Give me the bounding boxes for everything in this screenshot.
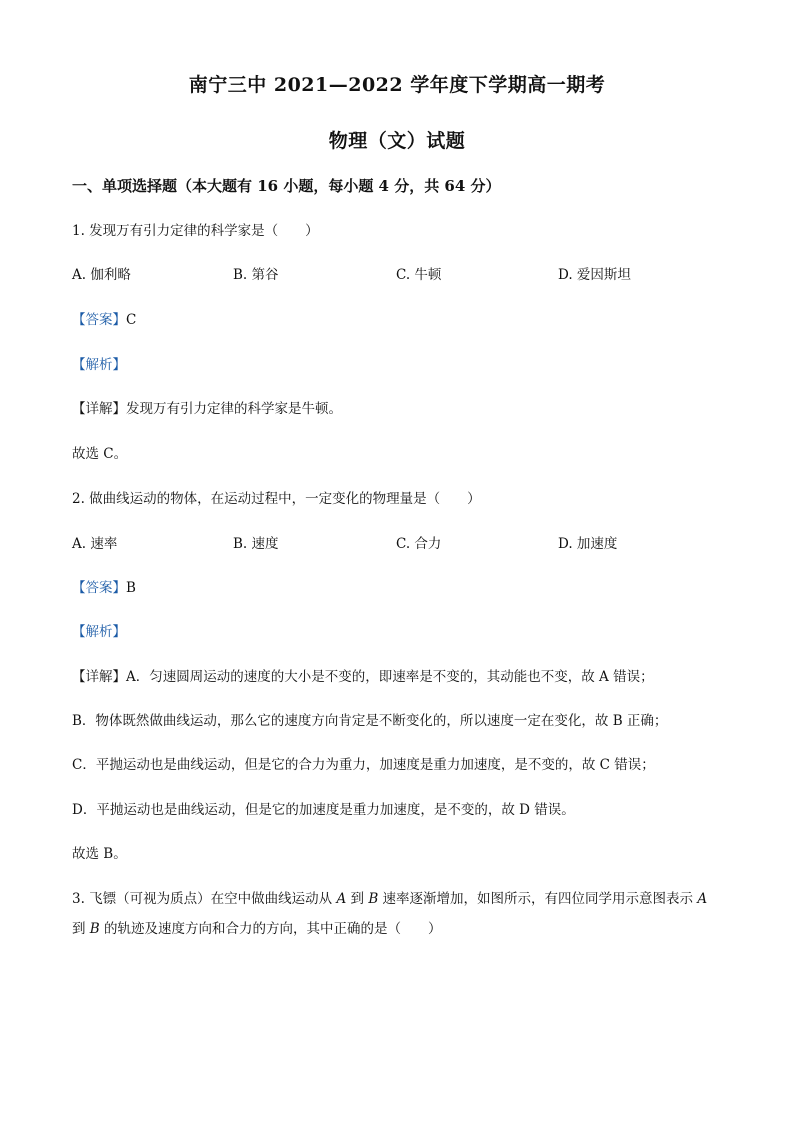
q2-detail	[72, 668, 654, 686]
q1-detail	[72, 400, 342, 418]
answer-value: C	[126, 312, 137, 328]
q1-option-a: A. 伽利略	[72, 267, 131, 283]
q3-stem-line1: 3. 飞镖（可视为质点）在空中做曲线运动从 A 到 B 速率逐渐增加，如图所示，有四位同学用示意图表示 A	[72, 891, 708, 907]
variable-a: A	[336, 891, 347, 907]
q1-option-d: D. 爱因斯坦	[558, 267, 631, 283]
answer-tag: 【答案】	[72, 312, 126, 328]
variable-b: B	[89, 921, 100, 937]
detail-text: 发现万有引力定律的科学家是牛顿。	[126, 401, 342, 417]
q2-option-c: C. 合力	[396, 536, 442, 552]
q1-answer	[72, 311, 136, 329]
exam-title: 南宁三中 2021—2022 学年度下学期高一期考	[188, 74, 606, 96]
q1-option-c: C. 牛顿	[396, 267, 442, 283]
q2-conclusion: 故选 B。	[72, 846, 127, 862]
answer-value: B	[126, 580, 136, 596]
q3-stem-line2: 到 B 的轨迹及速度方向和合力的方向，其中正确的是（ ）	[72, 921, 442, 937]
detail-tag: 【详解】	[72, 401, 126, 417]
section-heading: 一、单项选择题（本大题有 16 小题，每小题 4 分，共 64 分）	[72, 177, 501, 195]
q2-detail-c: C．平抛运动也是曲线运动，但是它的合力为重力，加速度是重力加速度，是不变的，故 C 错误；	[72, 757, 655, 773]
q1-conclusion: 故选 C。	[72, 446, 128, 462]
q2-option-a: A. 速率	[72, 536, 118, 552]
exam-subtitle: 物理（文）试题	[328, 130, 466, 152]
detail-tag: 【详解】	[72, 669, 126, 685]
q1-analysis-tag: 【解析】	[72, 357, 126, 373]
q2-detail-d: D．平抛运动也是曲线运动，但是它的加速度是重力加速度，是不变的，故 D 错误。	[72, 802, 575, 818]
q2-option-d: D. 加速度	[558, 536, 618, 552]
variable-b: B	[368, 891, 379, 907]
variable-a: A	[697, 891, 708, 907]
detail-text: A．匀速圆周运动的速度的大小是不变的，即速率是不变的，其动能也不变，故 A 错误；	[126, 669, 654, 685]
q1-stem: 1. 发现万有引力定律的科学家是（ ）	[72, 223, 319, 239]
q2-option-b: B. 速度	[233, 536, 279, 552]
q2-detail-b: B．物体既然做曲线运动，那么它的速度方向肯定是不断变化的，所以速度一定在变化，故 B 正确；	[72, 713, 668, 729]
q2-analysis-tag: 【解析】	[72, 624, 126, 640]
q2-answer	[72, 579, 136, 597]
q2-stem: 2. 做曲线运动的物体，在运动过程中，一定变化的物理量是（ ）	[72, 491, 481, 507]
q1-option-b: B. 第谷	[233, 267, 279, 283]
answer-tag: 【答案】	[72, 580, 126, 596]
